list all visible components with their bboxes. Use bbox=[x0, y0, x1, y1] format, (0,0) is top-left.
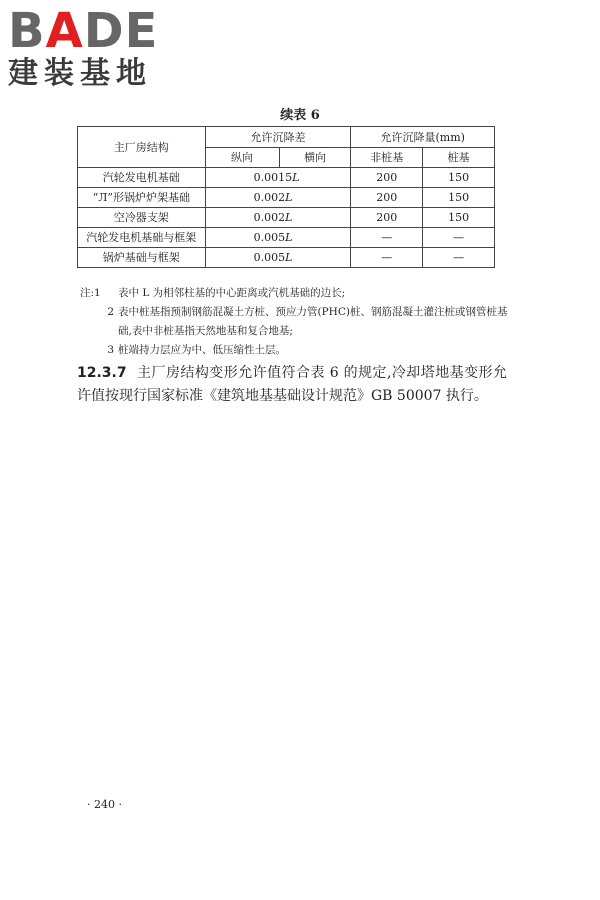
logo-subtitle: 建装基地 bbox=[8, 56, 152, 91]
diff-value: 0.005 bbox=[253, 251, 286, 264]
header-transverse: 横向 bbox=[279, 148, 351, 168]
diff-value: 0.002 bbox=[253, 211, 286, 224]
row-structure-name: 汽轮发电机基础 bbox=[78, 168, 206, 188]
diff-variable: L bbox=[285, 211, 293, 224]
row-allowable-diff bbox=[205, 248, 351, 268]
table-header-row bbox=[78, 127, 495, 148]
row-pile-value: 150 bbox=[423, 168, 495, 188]
row-non-pile-value: 200 bbox=[351, 188, 423, 208]
header-longitudinal: 纵向 bbox=[205, 148, 279, 168]
row-non-pile-value: — bbox=[351, 248, 423, 268]
logo-letter-a: A bbox=[45, 3, 84, 59]
row-pile-value: 150 bbox=[423, 188, 495, 208]
diff-variable: L bbox=[285, 191, 293, 204]
header-amount-group: 允许沉降量(mm) bbox=[351, 127, 495, 148]
clause-text: 主厂房结构变形允许值符合表 6 的规定,冷却塔地基变形允许值按现行国家标准《建筑地基基础设计规范》GB 50007 执行。 bbox=[77, 365, 507, 404]
row-structure-name: 空冷器支架 bbox=[78, 208, 206, 228]
table-row bbox=[78, 188, 495, 208]
diff-value: 0.0015 bbox=[253, 171, 293, 184]
clause-paragraph bbox=[77, 362, 507, 408]
row-non-pile-value: 200 bbox=[351, 208, 423, 228]
settlement-table bbox=[77, 126, 495, 268]
diff-variable: L bbox=[292, 171, 300, 184]
table-title: 续表 6 bbox=[280, 108, 320, 123]
row-non-pile-value: 200 bbox=[351, 168, 423, 188]
table-row bbox=[78, 228, 495, 248]
note-number: 3 bbox=[107, 344, 114, 356]
row-non-pile-value: — bbox=[351, 228, 423, 248]
row-structure-name: 汽轮发电机基础与框架 bbox=[78, 228, 206, 248]
header-non-pile: 非桩基 bbox=[351, 148, 423, 168]
row-allowable-diff bbox=[205, 168, 351, 188]
diff-variable: L bbox=[285, 231, 293, 244]
note-item bbox=[80, 284, 510, 303]
row-allowable-diff bbox=[205, 228, 351, 248]
note-text: 表中 L 为相邻柱基的中心距离或汽机基础的边长; bbox=[118, 287, 346, 299]
row-structure-name: 锅炉基础与框架 bbox=[78, 248, 206, 268]
note-text: 表中桩基指预制钢筋混凝土方桩、预应力管(PHC)桩、钢筋混凝土灌注桩或钢管桩基础,表中非桩基指天然地基和复合地基; bbox=[118, 306, 508, 337]
row-pile-value: — bbox=[423, 248, 495, 268]
row-structure-name: “Л”形锅炉炉架基础 bbox=[78, 188, 206, 208]
row-pile-value: 150 bbox=[423, 208, 495, 228]
row-allowable-diff bbox=[205, 188, 351, 208]
row-pile-value: — bbox=[423, 228, 495, 248]
header-diff-group: 允许沉降差 bbox=[205, 127, 351, 148]
logo-letters-de: DE bbox=[83, 3, 159, 59]
diff-value: 0.005 bbox=[253, 231, 286, 244]
table-notes bbox=[80, 284, 510, 360]
note-item bbox=[90, 303, 510, 341]
header-structure: 主厂房结构 bbox=[78, 127, 206, 168]
page-number: · 240 · bbox=[87, 798, 122, 811]
logo-letter-b: B bbox=[8, 3, 46, 59]
diff-variable: L bbox=[285, 251, 293, 264]
diff-value: 0.002 bbox=[253, 191, 286, 204]
table-row bbox=[78, 168, 495, 188]
note-text: 桩端持力层应为中、低压缩性土层。 bbox=[118, 344, 286, 356]
note-number: 注:1 bbox=[80, 287, 101, 299]
logo-wordmark bbox=[8, 3, 183, 59]
table-row bbox=[78, 208, 495, 228]
header-pile: 桩基 bbox=[423, 148, 495, 168]
brand-logo bbox=[8, 3, 183, 92]
clause-number: 12.3.7 bbox=[77, 365, 127, 381]
table-row bbox=[78, 248, 495, 268]
note-number: 2 bbox=[107, 306, 114, 318]
row-allowable-diff bbox=[205, 208, 351, 228]
note-item bbox=[90, 341, 510, 360]
